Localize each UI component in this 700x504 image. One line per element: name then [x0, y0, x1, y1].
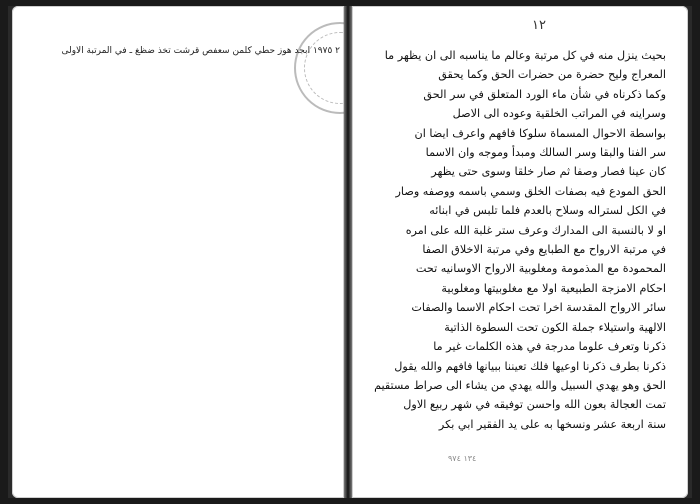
right-page: [352, 6, 688, 498]
text-line: وكما ذكرناه في شأن ماء الورد المتعلق في سر الحق: [423, 87, 666, 101]
text-line: او لا بالنسبة الى المدارك وعرف ستر غلبة الله على امره: [405, 223, 666, 237]
text-line: تمت العجالة بعون الله واحسن توفيقه في شهر ربيع الاول: [403, 398, 666, 412]
text-line: سنة اربعة عشر ونسخها به على يد الفقير ابي بكر: [438, 417, 666, 431]
text-line: الحق المودع فيه بصفات الخلق وسمي باسمه ووصفه وصار: [395, 184, 666, 198]
text-line: المحمودة مع المذمومة ومغلوبية الارواح الاوسانيه تحت: [415, 262, 666, 276]
text-line: كان عينا فصار وصفا ثم صار خلقا وسوى حتى يظهر: [431, 165, 666, 179]
book-gutter: [344, 6, 352, 498]
manuscript-text-block: [366, 46, 666, 446]
text-line: وسراينه في المراتب الخلقية وعوده الى الاصل: [452, 107, 666, 121]
archive-note: ١٣٤ ٩٧٤: [448, 454, 477, 463]
text-line: الالهية واستيلاء جملة الكون تحت السطوة الذاتية: [444, 320, 666, 334]
text-line: ذكرنا وتعرف علوما مدرجة في هذه الكلمات غير ما: [433, 340, 666, 354]
margin-note: ٢ ١٩٧٥ ابجد هوز حطي كلمن سعفص قرشت تخذ ضظغ ـ في المرتبة الاولى: [61, 46, 340, 56]
text-line: ذكرنا بطرف ذكرنا اوعيها فلك تعيننا ببيانها فافهم والله يقول: [394, 359, 666, 373]
text-line: سر الفنا والبقا وسر السالك ومبدأ وموجه وان الاسما: [425, 146, 666, 160]
text-line: في الكل لستراله وسلاح بالعدم فلما تلبس في ابنائه: [429, 204, 666, 218]
text-line: في مرتبة الارواح مع الطبايع وفي مرتبة الاخلاق الصفا: [422, 243, 666, 257]
text-line: بواسطة الاحوال المسماة سلوكا فافهم واعرف ايضا ان: [414, 126, 666, 140]
text-line: سائر الارواح المقدسة اخرا تحت احكام الاسما والصفات: [411, 301, 666, 315]
left-page: [12, 6, 344, 498]
text-line: احكام الامزجة الطبيعية اولا مع مغلوبيتها ومغلوبية: [441, 281, 666, 295]
manuscript-spread: [8, 6, 692, 498]
folio-number: ١٢: [532, 18, 546, 33]
text-line: الحق وهو يهدي السبيل والله يهدي من يشاء الى صراط مستقيم: [374, 378, 666, 392]
text-line: المعراج وليح حضرة من حضرات الحق وكما يحقق: [438, 68, 666, 82]
text-line: بحيث ينزل منه في كل مرتبة وعالم ما يناسبه الى ان يظهر ما: [384, 49, 666, 62]
